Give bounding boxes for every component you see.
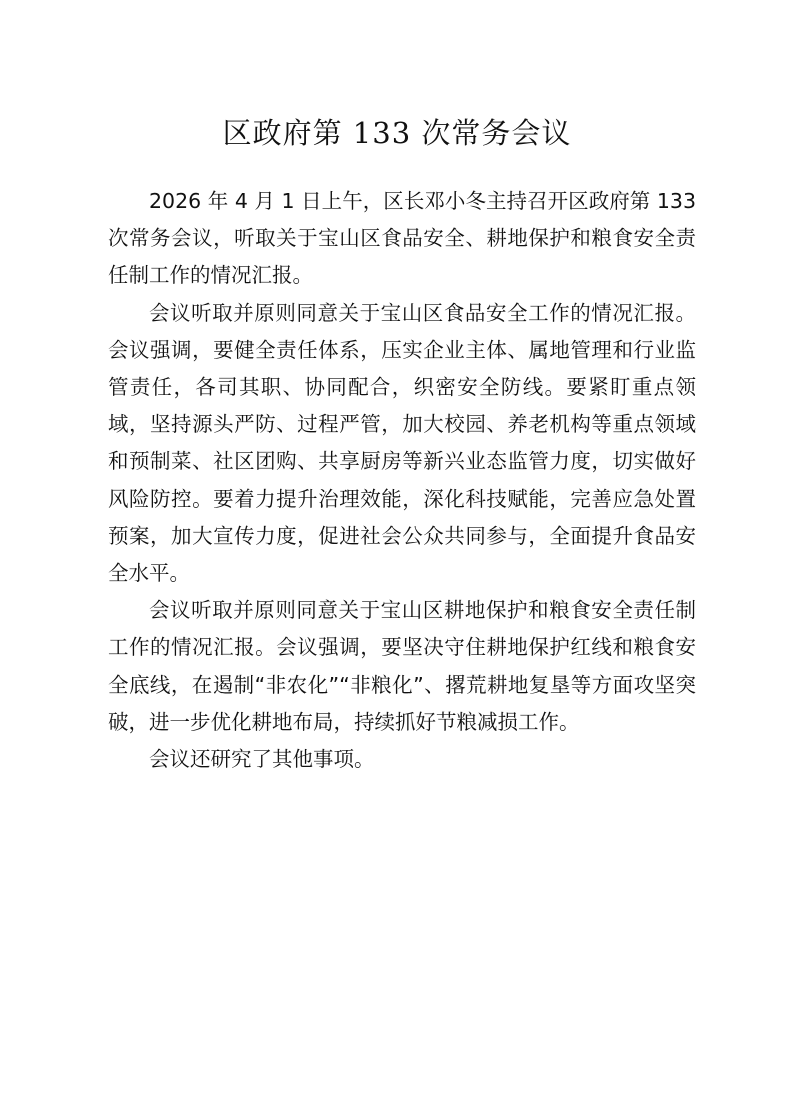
- document-body: [108, 183, 696, 778]
- paragraph-farmland-protection: 会议听取并原则同意关于宝山区耕地保护和粮食安全责任制工作的情况汇报。会议强调，要坚决守住耕地保护红线和粮食安全底线，在遏制“非农化”“非粮化”、撂荒耕地复垦等方面攻坚突破，进一步优化耕地布局，持续抓好节粮减损工作。: [108, 598, 696, 734]
- paragraph-other-matters: 会议还研究了其他事项。: [149, 747, 375, 772]
- paragraph-opening: 2026 年 4 月 1 日上午，区长邓小冬主持召开区政府第 133 次常务会议，听取关于宝山区食品安全、耕地保护和粮食安全责任制工作的情况汇报。: [108, 189, 696, 288]
- paragraph-food-safety: 会议听取并原则同意关于宝山区食品安全工作的情况汇报。会议强调，要健全责任体系，压实企业主体、属地管理和行业监管责任，各司其职、协同配合，织密安全防线。要紧盯重点领域，坚持源头严防、过程严管，加大校园、养老机构等重点领域和预制菜、社区团购、共享厨房等新兴业态监管力度，切实做好风险防控。要着力提升治理效能，深化科技赋能，完善应急处置预案，加大宣传力度，促进社会公众共同参与，全面提升食品安全水平。: [108, 300, 696, 586]
- document-title: 区政府第 133 次常务会议: [222, 116, 572, 150]
